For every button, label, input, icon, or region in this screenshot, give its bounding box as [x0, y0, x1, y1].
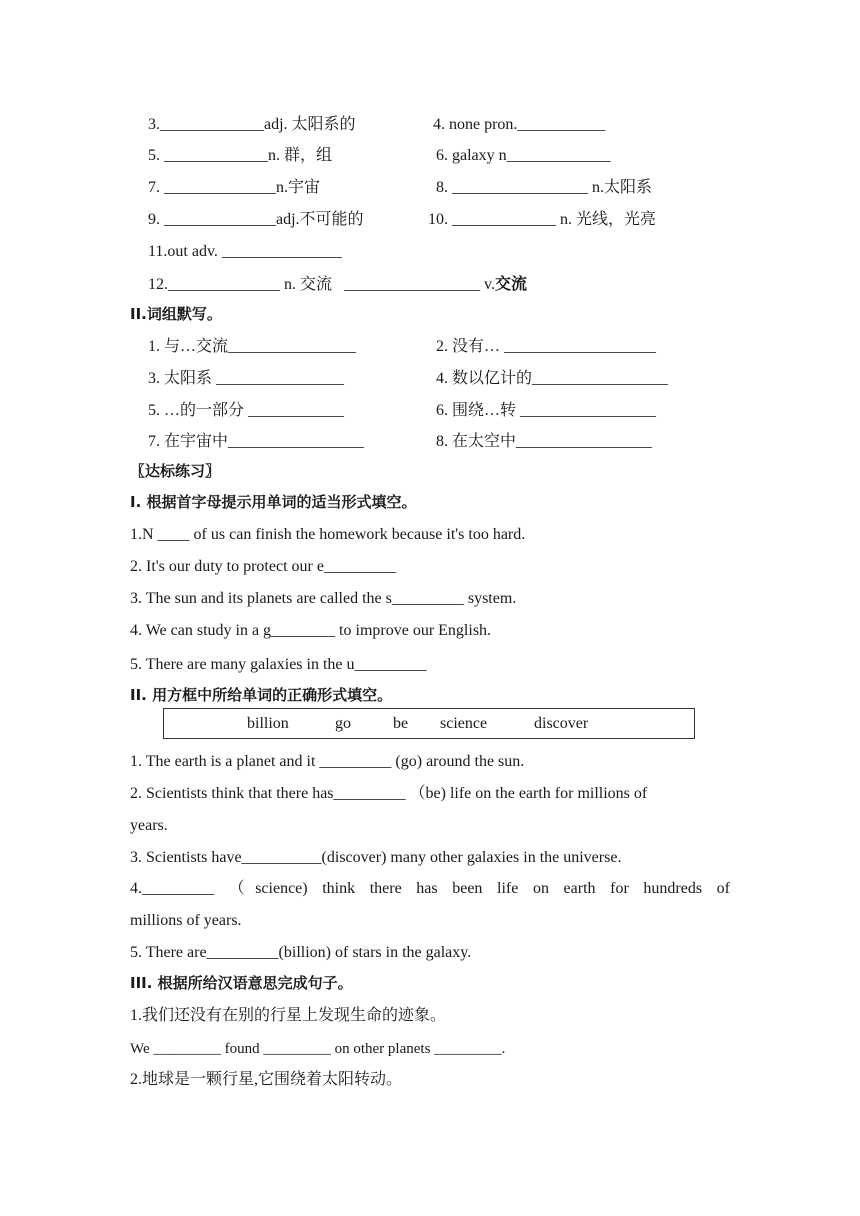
s2-question-3: 3. Scientists have__________(discover) many other galaxies in the universe.	[130, 849, 622, 866]
phrase-item-6: 6. 围绕…转 _________________	[436, 402, 657, 419]
phrase-item-3: 3. 太阳系 ________________	[148, 370, 345, 387]
vocab-item-12-verb-meaning: 交流	[494, 274, 527, 293]
word-box	[163, 708, 695, 739]
word-box-item: billion	[247, 715, 289, 732]
section3-heading: III. 根据所给汉语意思完成句子。	[130, 974, 353, 992]
word-box-item: be	[393, 715, 409, 732]
vocab-item-10: 10. _____________ n. 光线，光亮	[428, 211, 657, 228]
vocab-item-8: 8. _________________ n.太阳系	[436, 179, 653, 196]
phrase-item-4: 4. 数以亿计的_________________	[436, 370, 669, 387]
vocab-item-12-verb: _________________ v.	[344, 276, 495, 293]
vocab-item-9: 9. ______________adj.不可能的	[148, 211, 364, 228]
s2-question-4-cont: millions of years.	[130, 912, 242, 929]
vocab-item-12-noun: 12.______________ n. 交流	[148, 276, 333, 293]
s3-question-2: 2.地球是一颗行星,它围绕着太阳转动。	[130, 1071, 403, 1088]
vocab-item-5: 5. _____________n. 群，组	[148, 147, 333, 164]
phrase-item-1: 1. 与…交流________________	[148, 338, 357, 355]
phrase-item-7: 7. 在宇宙中_________________	[148, 433, 365, 450]
phrase-item-2: 2. 没有… ___________________	[436, 338, 657, 355]
s1-question-2: 2. It's our duty to protect our e_________	[130, 558, 396, 575]
s1-question-1: 1.N ____ of us can finish the homework because it's too hard.	[130, 526, 526, 543]
vocab-item-6: 6. galaxy n_____________	[436, 147, 611, 164]
s2-question-2-cont: years.	[130, 817, 168, 834]
vocab-item-12	[148, 274, 527, 295]
vocab-item-4: 4. none pron.___________	[433, 116, 606, 133]
phrase-item-8: 8. 在太空中_________________	[436, 433, 653, 450]
word-box-item: go	[335, 715, 351, 732]
phrases-heading: II.词组默写。	[130, 305, 222, 323]
s1-question-3: 3. The sun and its planets are called the s_________ system.	[130, 590, 517, 607]
section2-heading: II. 用方框中所给单词的正确形式填空。	[130, 686, 393, 704]
s1-question-4: 4. We can study in a g________ to improve our English.	[130, 622, 492, 639]
word-box-item: discover	[534, 715, 589, 732]
vocab-item-11: 11.out adv. _______________	[148, 243, 342, 260]
s2-question-1: 1. The earth is a planet and it _________ (go) around the sun.	[130, 753, 525, 770]
s2-question-4: 4._________ （science) think there has been life on earth for hundreds of	[130, 880, 730, 897]
word-box-item: science	[440, 715, 488, 732]
s1-question-5: 5. There are many galaxies in the u_________	[130, 656, 427, 673]
s2-question-2: 2. Scientists think that there has_________ （be) life on the earth for millions of	[130, 785, 648, 802]
s3-question-1-answer: We _________ found _________ on other planets _________.	[130, 1041, 506, 1057]
section1-heading: I. 根据首字母提示用单词的适当形式填空。	[130, 493, 417, 511]
s3-question-1: 1.我们还没有在别的行星上发现生命的迹象。	[130, 1007, 447, 1024]
s2-question-5: 5. There are_________(billion) of stars in the galaxy.	[130, 944, 472, 961]
phrase-item-5: 5. …的一部分 ____________	[148, 402, 345, 419]
vocab-item-7: 7. ______________n.宇宙	[148, 179, 321, 196]
practice-heading: 〖达标练习〗	[130, 462, 221, 480]
vocab-item-3: 3._____________adj. 太阳系的	[148, 116, 356, 133]
